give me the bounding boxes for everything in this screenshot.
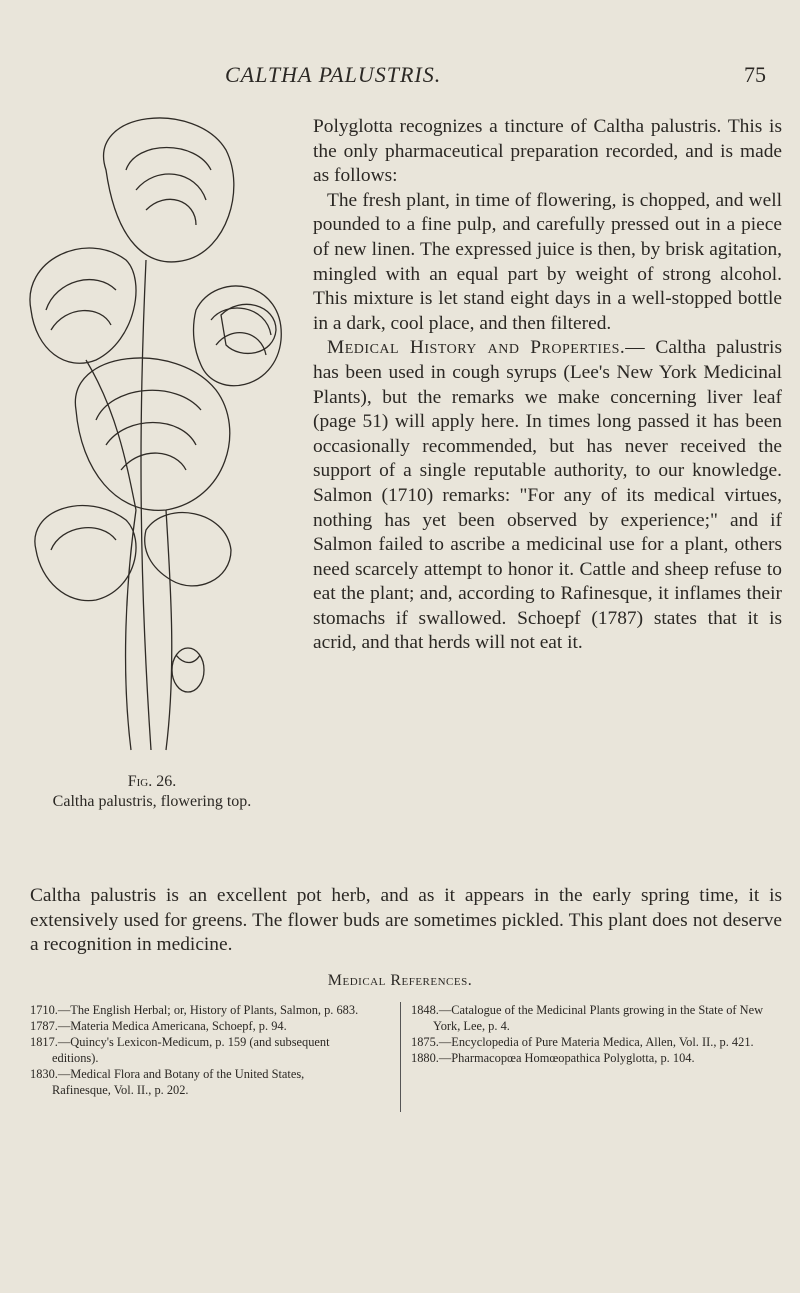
medical-history-text: Caltha palustris has been used in cough syrups (Lee's New York Medicinal Plants), but the remarks we make concerning liver leaf (page 51) will apply here. In times long passed it has been occasionally recommended, but has never received the support of a single reputable authority, to our knowledge. Salmon (1710) remarks: "For any of its medical virtues, nothing has yet been observed by experience;" and if Salmon failed to ascribe a medicinal use for a plant, others need scarcely attempt to honor it. Cattle and sheep refuse to eat the plant; and, according to Rafinesque, it inflames their stomachs if swallowed. Schoepf (1787) states that it is acrid, and that herds will not eat it. xyxy=(313,337,782,654)
figure-caption-text: Caltha palustris, flowering top. xyxy=(52,793,252,810)
plant-illustration xyxy=(26,110,290,790)
running-title: CALTHA PALUSTRIS. xyxy=(225,62,442,87)
paragraph-preparation: The fresh plant, in time of flowering, is chopped, and well pounded to a fine pulp, and carefully pressed out in a piece of new linen. The expressed juice is then, by brisk agitation, mingled with an equal part by weight of strong alcohol. This mixture is let stand eight days in a well-stopped bottle in a dark, cool place, and then filtered. xyxy=(313,189,782,334)
reference-item: 1787.—Materia Medica Americana, Schoepf, p. 94. xyxy=(30,1019,287,1033)
reference-item: 1875.—Encyclopedia of Pure Materia Medica, Allen, Vol. II., p. 421. xyxy=(411,1035,754,1049)
references-heading: Medical References. xyxy=(327,972,473,989)
main-text-column xyxy=(313,115,782,656)
reference-item: 1848.—Catalogue of the Medicinal Plants growing in the State of New York, Lee, p. 4. xyxy=(411,1003,764,1033)
section-heading: Medical History and Properties.— xyxy=(327,337,646,359)
page-header xyxy=(0,62,800,92)
caltha-drawing xyxy=(26,110,290,760)
figure-number: Fig. 26. xyxy=(127,773,177,790)
paragraph-polyglotta: Polyglotta recognizes a tincture of Caltha palustris. This is the only pharmaceutical preparation recorded, and is made as follows: xyxy=(313,116,782,187)
page-number: 75 xyxy=(744,62,766,87)
paragraph-pot-herb: Caltha palustris is an excellent pot herb, and as it appears in the early spring time, it is extensively used for greens. The flower buds are sometimes pickled. This plant does not deserve a recognition in medicine. xyxy=(30,885,782,956)
references-left-column xyxy=(30,1002,360,1098)
references-right-column xyxy=(400,1002,781,1112)
reference-item: 1830.—Medical Flora and Botany of the United States, Rafinesque, Vol. II., p. 202. xyxy=(30,1067,305,1097)
reference-item: 1817.—Quincy's Lexicon-Medicum, p. 159 (and subsequent editions). xyxy=(30,1035,330,1065)
paragraph-medical-history xyxy=(313,336,782,656)
reference-item: 1880.—Pharmacopœa Homœopathica Polyglotta, p. 104. xyxy=(411,1051,695,1065)
figure-caption xyxy=(32,772,272,812)
reference-item: 1710.—The English Herbal; or, History of Plants, Salmon, p. 683. xyxy=(30,1003,359,1017)
